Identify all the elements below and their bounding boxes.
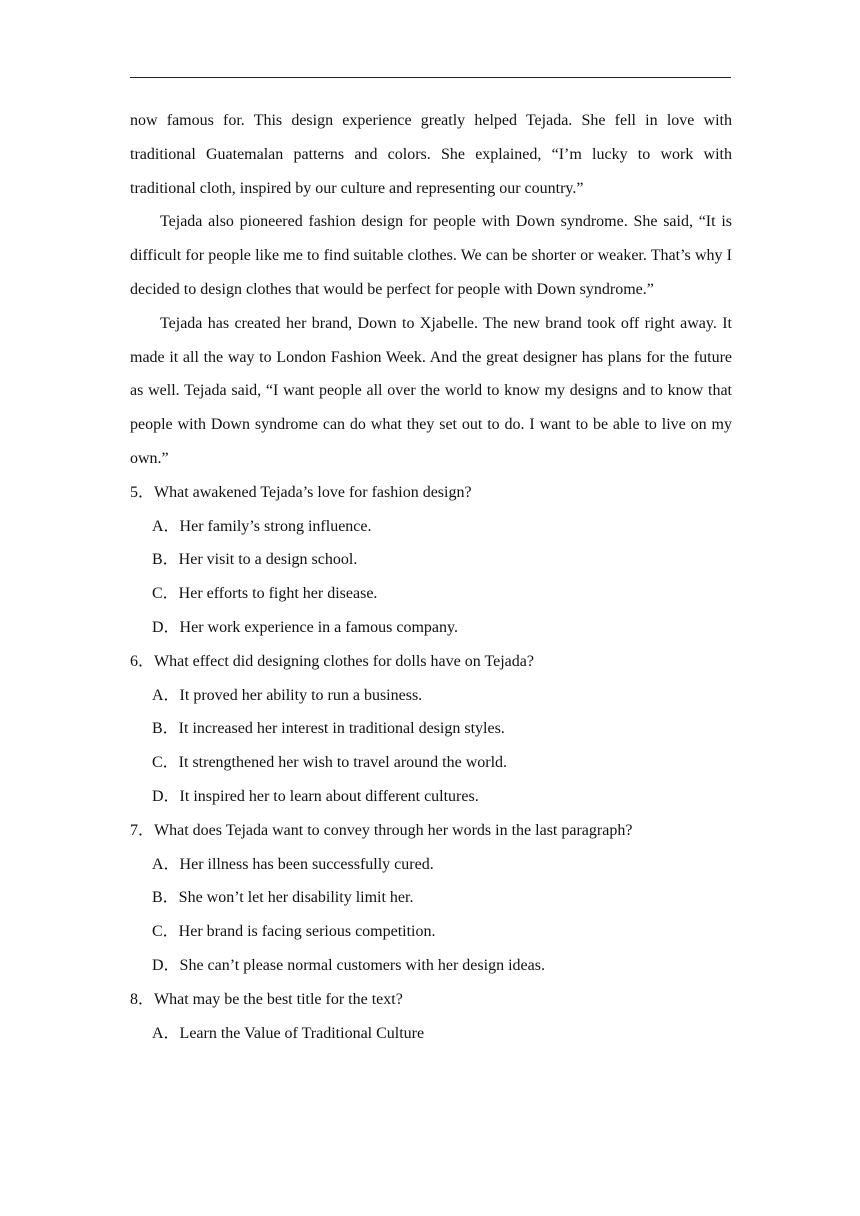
question-5 (130, 476, 732, 645)
answer-option: C．Her efforts to fight her disease. (152, 585, 378, 603)
answer-option: A．Her illness has been successfully cured. (152, 855, 434, 873)
answer-option: B．Her visit to a design school. (152, 551, 358, 569)
header-rule (130, 77, 731, 78)
question-text: 6．What effect did designing clothes for dolls have on Tejada? (130, 652, 534, 670)
answer-option: A．Learn the Value of Traditional Culture (152, 1024, 425, 1042)
answer-option: D．Her work experience in a famous company. (152, 618, 458, 636)
passage-paragraph: Tejada also pioneered fashion design for people with Down syndrome. She said, “It is difficult for people like me to find suitable clothes. We can be shorter or weaker. That’s why I decided to design clothes that would be perfect for people with Down syndrome.” (130, 213, 732, 298)
answer-option: C．Her brand is facing serious competition. (152, 923, 436, 941)
passage-paragraph: now famous for. This design experience greatly helped Tejada. She fell in love with traditional Guatemalan patterns and colors. She explained, “I’m lucky to work with traditional cloth, inspired by our culture and representing our country.” (130, 112, 732, 197)
answer-option: B．She won’t let her disability limit her. (152, 889, 414, 907)
passage-paragraph: Tejada has created her brand, Down to Xjabelle. The new brand took off right away. It made it all the way to London Fashion Week. And the great designer has plans for the future as well. Tejada said, “I want people all over the world to know my designs and to know that people with Down syndrome can do what they set out to do. I want to be able to live on my own.” (130, 314, 732, 467)
answer-option: D．She can’t please normal customers with her design ideas. (152, 956, 545, 974)
question-8 (130, 983, 732, 1051)
page-content (130, 104, 732, 1050)
question-text: 5．What awakened Tejada’s love for fashion design? (130, 483, 472, 501)
answer-option: C．It strengthened her wish to travel around the world. (152, 754, 508, 772)
question-text: 8．What may be the best title for the text? (130, 990, 403, 1008)
answer-option: A．It proved her ability to run a business. (152, 686, 423, 704)
answer-option: A．Her family’s strong influence. (152, 517, 372, 535)
question-text: 7．What does Tejada want to convey through her words in the last paragraph? (130, 821, 633, 839)
answer-option: D．It inspired her to learn about different cultures. (152, 787, 479, 805)
question-6 (130, 645, 732, 814)
question-7 (130, 814, 732, 983)
answer-option: B．It increased her interest in traditional design styles. (152, 720, 505, 738)
